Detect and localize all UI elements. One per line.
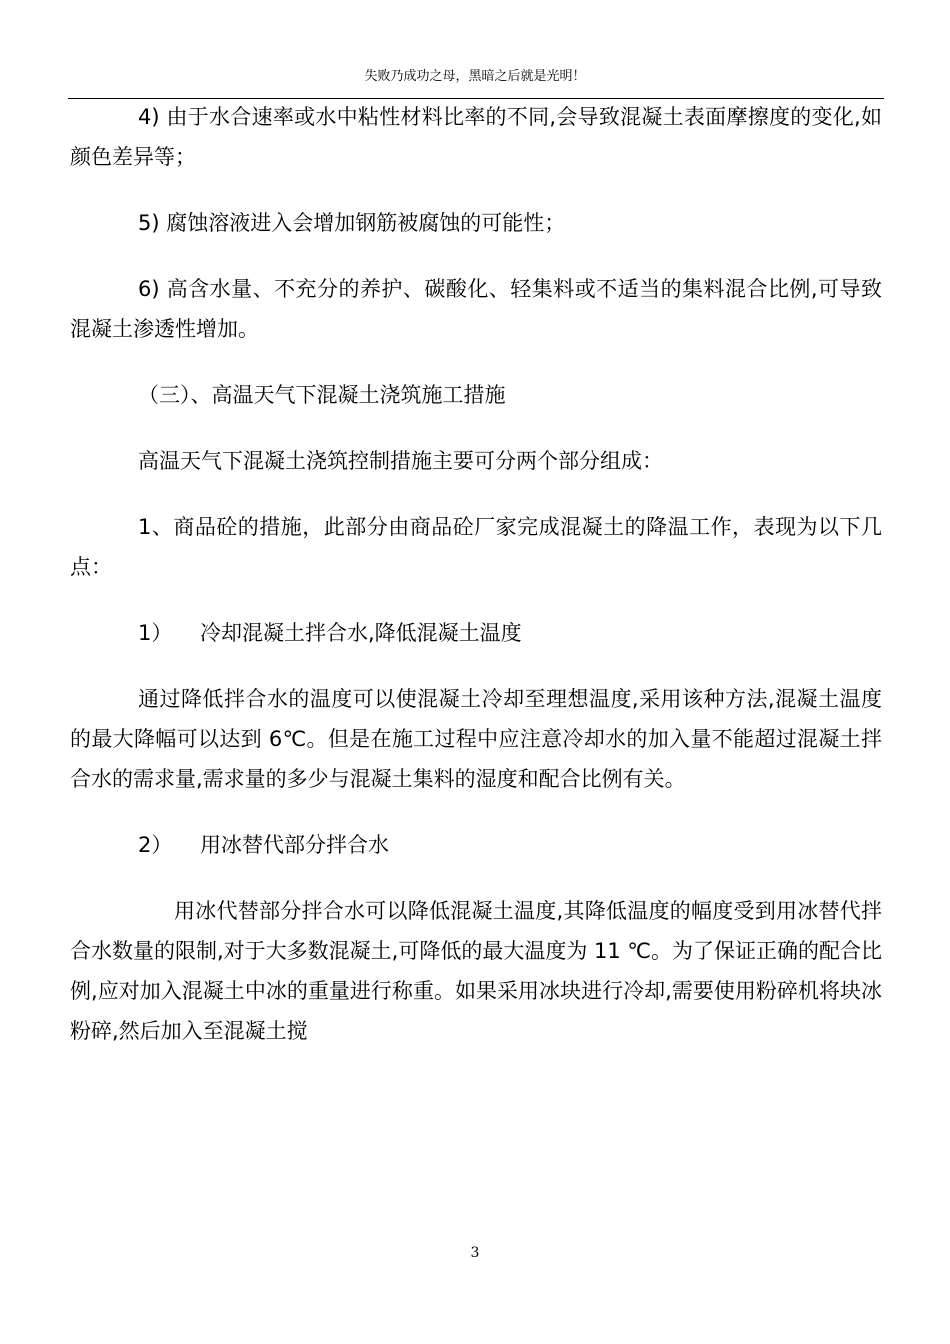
paragraph-item-4: 4) 由于水合速率或水中粘性材料比率的不同,会导致混凝土表面摩擦度的变化,如颜色差异等；: [70, 105, 882, 169]
document-body: [70, 97, 882, 1077]
measure-item-1: 1、商品砼的措施，此部分由商品砼厂家完成混凝土的降温工作，表现为以下几点：: [70, 515, 882, 579]
subitem-1-index: 1）: [138, 621, 173, 645]
section-heading: （三）、高温天气下混凝土浇筑施工措施: [138, 383, 506, 407]
subitem-2-body: 用冰代替部分拌合水可以降低混凝土温度,其降低温度的幅度受到用冰替代拌合水数量的限制,对于大多数混凝土,可降低的最大温度为 11 ℃。为了保证正确的配合比例,应对加入混凝土中冰的重量进行称重。如果采用冰块进行冷却,需要使用粉碎机将块冰粉碎,然后加入至混凝土搅: [70, 899, 883, 1043]
intro-paragraph: 高温天气下混凝土浇筑控制措施主要可分两个部分组成：: [138, 449, 663, 473]
subitem-1-title: 冷却混凝土拌合水,降低混凝土温度: [200, 621, 522, 645]
subitem-2-index: 2）: [138, 833, 173, 857]
subitem-1-body: 通过降低拌合水的温度可以使混凝土冷却至理想温度,采用该种方法,混凝土温度的最大降幅可以达到 6℃。但是在施工过程中应注意冷却水的加入量不能超过混凝土拌合水的需求量,需求量的多少与混凝土集料的湿度和配合比例有关。: [70, 687, 882, 791]
subitem-1-heading: [70, 613, 882, 653]
subitem-2-heading: [70, 825, 882, 865]
page-number: 3: [470, 1245, 480, 1261]
paragraph-item-6: 6) 高含水量、不充分的养护、碳酸化、轻集料或不适当的集料混合比例,可导致混凝土渗透性增加。: [70, 277, 882, 341]
page-header-motto: 失败乃成功之母，黑暗之后就是光明！: [364, 69, 586, 84]
paragraph-item-5: 5) 腐蚀溶液进入会增加钢筋被腐蚀的可能性；: [138, 211, 566, 235]
subitem-2-title: 用冰替代部分拌合水: [200, 833, 389, 857]
